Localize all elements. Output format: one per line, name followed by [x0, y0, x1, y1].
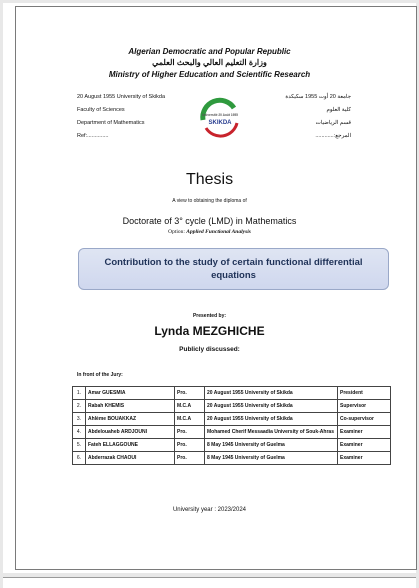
jury-name: Amar GUESMIA — [86, 387, 175, 400]
right-department: قسم الرياضيات — [315, 120, 351, 126]
option-label: Option: — [168, 229, 185, 235]
jury-grade: Pro. — [175, 452, 205, 465]
left-university: 20 August 1955 University of Skikda — [77, 94, 166, 100]
right-ref: المرجع:............ — [315, 133, 351, 139]
jury-name: Abdelouaheb ARDJOUNI — [86, 426, 175, 439]
option-line — [0, 229, 419, 235]
thesis-label: Thesis — [185, 171, 234, 188]
jury-role: Examiner — [338, 426, 391, 439]
jury-role: Co-supervisor — [338, 413, 391, 426]
jury-grade: Pro. — [175, 426, 205, 439]
jury-name: Ahlème BOUAKKAZ — [86, 413, 175, 426]
left-info-block — [77, 91, 165, 143]
left-faculty: Faculty of Sciences — [77, 107, 125, 113]
jury-name: Abderrazak CHAOUI — [86, 452, 175, 465]
jury-grade: M.C.A — [175, 413, 205, 426]
thesis-title: Contribution to the study of certain functional differential equations — [104, 257, 363, 281]
jury-grade: M.C.A — [175, 400, 205, 413]
jury-num: 5. — [73, 439, 86, 452]
jury-university: 8 May 1945 University of Guelma — [205, 452, 338, 465]
jury-role: President — [338, 387, 391, 400]
jury-grade: Pro. — [175, 439, 205, 452]
table-row — [73, 400, 391, 413]
jury-grade: Pro. — [175, 387, 205, 400]
jury-name: Fateh ELLAGGOUNE — [86, 439, 175, 452]
university-year: University year : 2023/2024 — [172, 507, 247, 513]
logo-name: SKIKDA — [208, 120, 232, 126]
jury-role: Examiner — [338, 452, 391, 465]
left-department: Department of Mathematics — [77, 120, 145, 126]
left-ref: Ref:.............. — [77, 133, 109, 139]
logo-ring-text: Université 20 Août 1955 — [202, 113, 238, 117]
jury-university: 20 August 1955 University of Skikda — [205, 413, 338, 426]
jury-num: 4. — [73, 426, 86, 439]
jury-university: Mohamed Cherif Messaadia University of Souk-Ahras — [205, 426, 338, 439]
option-value: Applied Functional Analysis — [186, 229, 251, 235]
jury-university: 8 May 1945 University of Guelma — [205, 439, 338, 452]
doctorate-title: Doctorate of 3° cycle (LMD) in Mathematics — [122, 216, 297, 226]
table-row — [73, 452, 391, 465]
jury-num: 3. — [73, 413, 86, 426]
table-row — [73, 413, 391, 426]
jury-num: 2. — [73, 400, 86, 413]
diploma-intro: A view to obtaining the diploma of — [172, 198, 247, 204]
jury-university: 20 August 1955 University of Skikda — [205, 400, 338, 413]
jury-table — [72, 386, 391, 465]
jury-num: 6. — [73, 452, 86, 465]
author-name: Lynda MEZGHICHE — [154, 324, 265, 338]
table-row — [73, 439, 391, 452]
right-faculty: كلية العلوم — [326, 107, 351, 113]
ministry-heading: Ministry of Higher Education and Scientific Research — [108, 70, 311, 79]
table-row — [73, 426, 391, 439]
jury-university: 20 August 1955 University of Skikda — [205, 387, 338, 400]
right-university: جامعة 20 أوت 1955 سكيكدة — [285, 94, 351, 100]
thesis-title-box — [78, 248, 389, 290]
table-row — [73, 387, 391, 400]
jury-intro: In front of the Jury: — [77, 372, 123, 378]
jury-name: Rabah KHEMIS — [86, 400, 175, 413]
right-info-block — [285, 91, 351, 143]
presented-by-label: Presented by: — [192, 313, 227, 319]
jury-role: Supervisor — [338, 400, 391, 413]
republic-heading: Algerian Democratic and Popular Republic — [128, 47, 291, 56]
jury-num: 1. — [73, 387, 86, 400]
jury-role: Examiner — [338, 439, 391, 452]
university-logo — [197, 95, 243, 141]
next-page-edge — [3, 577, 416, 588]
discussed-label: Publicly discussed: — [179, 346, 240, 353]
ministry-heading-ar: وزارة التعليم العالي والبحث العلمي — [152, 58, 267, 67]
